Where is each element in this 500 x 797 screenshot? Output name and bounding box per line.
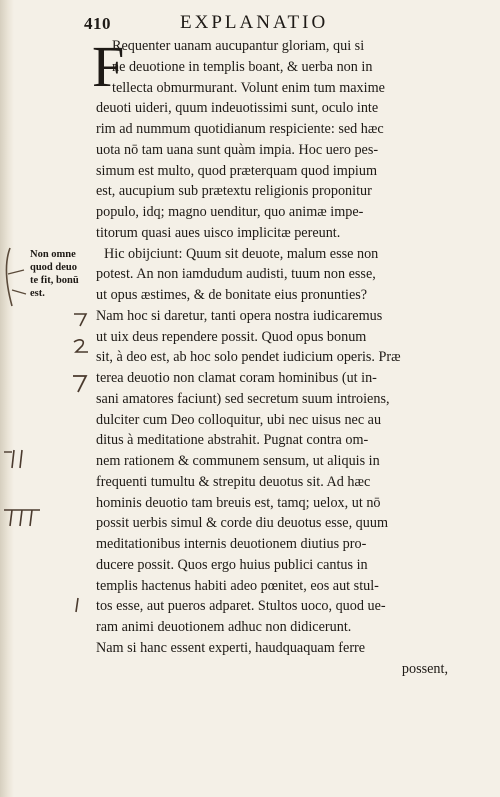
margin-note-line: est. bbox=[30, 288, 45, 299]
text-line: tellecta obmurmurant. Volunt enim tum maxime bbox=[112, 79, 385, 96]
pen-mark-stroke bbox=[70, 596, 84, 616]
pen-mark-roman-two bbox=[2, 446, 38, 472]
text-line: terea deuotio non clamat coram hominibus (ut in- bbox=[96, 370, 377, 386]
page-number: 410 bbox=[84, 14, 111, 33]
text-line: ne deuotione in templis boant, & uerba non in bbox=[112, 58, 373, 75]
text-line: Requenter uanam aucupantur gloriam, qui si bbox=[112, 38, 365, 54]
text-line: Nam si hanc essent experti, haudquaquam ferre bbox=[96, 639, 366, 656]
text-line: frequenti tumultu & strepitu deuotus sit. Ad hæc bbox=[96, 473, 371, 490]
pen-mark-roman-three bbox=[2, 504, 42, 530]
pen-mark-tick bbox=[70, 310, 90, 330]
text-line: ditus à meditatione abstrahit. Pugnat contra om- bbox=[96, 432, 369, 449]
margin-note-line: Non omne bbox=[30, 249, 76, 260]
text-line: uota nō tam uana sunt quàm impia. Hoc uero pes- bbox=[96, 141, 379, 158]
pen-mark-two bbox=[70, 336, 92, 356]
text-line: sit, à deo est, ab hoc solo pendet iudicium operis. Præ bbox=[96, 349, 401, 366]
text-line: ducere possit. Quos ergo huius publici cantus in bbox=[96, 556, 368, 573]
text-line: titorum quasi aues uisco implicitæ pereunt. bbox=[96, 224, 341, 241]
catchword: possent, bbox=[401, 660, 448, 677]
pen-mark-bracket bbox=[2, 244, 32, 314]
text-line: Hic obijciunt: Quum sit deuote, malum esse non bbox=[104, 245, 379, 262]
text-line: ut opus æstimes, & de bonitate eius pronunties? bbox=[96, 287, 368, 303]
text-line: potest. An non iamdudum audisti, tuum non esse, bbox=[96, 266, 376, 283]
margin-note-line: quod deuo bbox=[30, 262, 77, 273]
text-line: ram animi deuotionem adhuc non didicerunt. bbox=[96, 619, 352, 635]
margin-note bbox=[30, 248, 96, 300]
pen-mark-seven bbox=[70, 372, 90, 394]
text-line: hominis deuotio tam breuis est, tamq; uelox, ut nō bbox=[96, 494, 381, 511]
text-line: sani amatores faciunt) sed secretum suum introiens, bbox=[96, 390, 390, 407]
text-line: dulciter cum Deo colloquitur, ubi nec uisus nec au bbox=[96, 411, 382, 428]
text-line: possit uerbis simul & corde diu deuotus esse, quum bbox=[96, 515, 389, 532]
page-gutter bbox=[0, 0, 14, 797]
text-line: simum est multo, quod præterquam quod impium bbox=[96, 162, 377, 179]
text-line: est, aucupium sub prætextu religionis proponitur bbox=[96, 183, 372, 200]
text-line: Nam hoc si daretur, tanti opera nostra iudicaremus bbox=[96, 307, 383, 324]
text-line: templis hactenus habiti adeo pœnitet, eos aut stul- bbox=[96, 577, 379, 594]
text-line: meditationibus internis deuotionem diutius pro- bbox=[96, 536, 367, 552]
text-line: nem rationem & communem sensum, ut aliquis in bbox=[96, 453, 380, 469]
text-line: populo, idq; magno uenditur, quo animæ impe- bbox=[96, 204, 364, 220]
margin-note-line: te fit, bonū bbox=[30, 275, 79, 286]
text-line: tos esse, aut pueros adparet. Stultos uoco, quod ue- bbox=[96, 598, 386, 615]
drop-cap: F bbox=[92, 34, 125, 99]
text-line: ut uix deus rependere possit. Quod opus bonum bbox=[96, 328, 367, 345]
text-line: deuoti uideri, quum indeuotissimi sunt, oculo inte bbox=[96, 100, 379, 117]
text-line: rim ad nummum quotidianum respiciente: sed hæc bbox=[96, 121, 384, 137]
running-head: EXPLANATIO bbox=[180, 12, 329, 33]
body-text bbox=[92, 34, 456, 679]
